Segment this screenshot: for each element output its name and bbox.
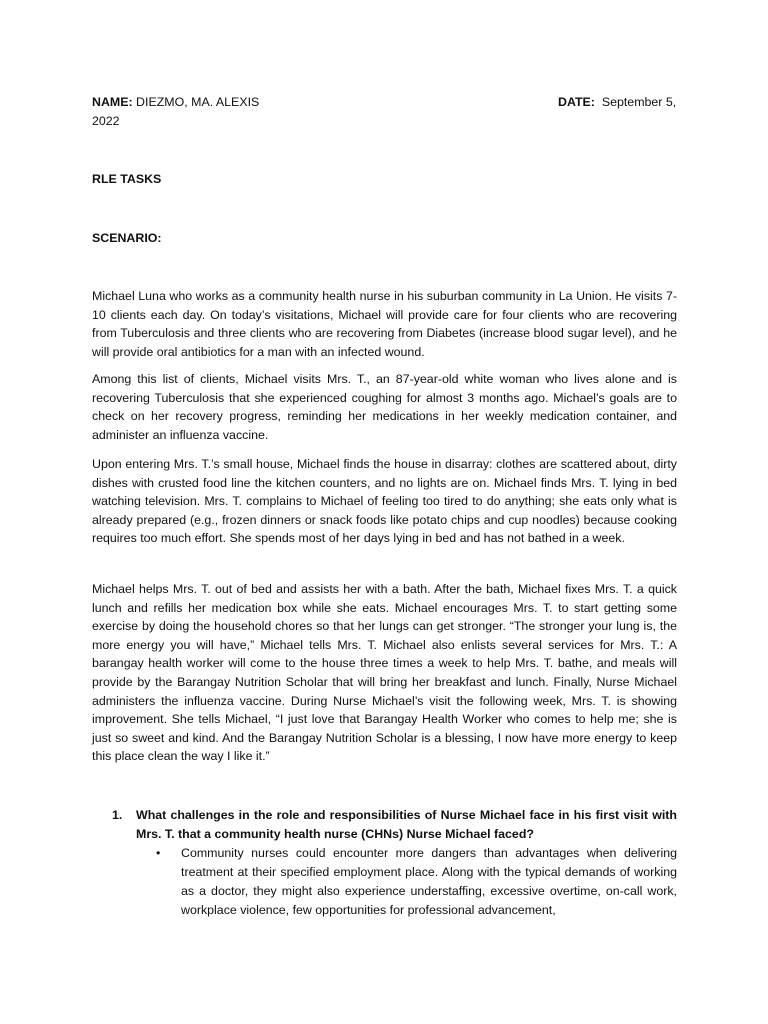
- rle-title: RLE TASKS: [92, 172, 162, 186]
- bullet-icon: •: [156, 846, 161, 860]
- name-label: NAME:: [92, 95, 133, 109]
- scenario-paragraph-3: Upon entering Mrs. T.’s small house, Michael finds the house in disarray: clothes are scattered about, dirty dishes with crusted food line the kitchen counters, and no lights are on. Michael finds Mrs. T. lying in bed watching television. Mrs. T. complains to Michael of feeling too tired to do anything; she eats only what is already prepared (e.g., frozen dinners or snack foods like potato chips and cup noodles) because cooking requires too much effort. She spends most of her days lying in bed and has not bathed in a week.: [92, 457, 677, 546]
- answer-bullet-text: Community nurses could encounter more dangers than advantages when delivering treatment at their specified employment place. Along with the typical demands of working as a doctor, they might also experience understaffing, excessive overtime, on-call work, workplace violence, few opportunities for professional advancement,: [181, 846, 677, 917]
- scenario-label: SCENARIO:: [92, 231, 162, 245]
- scenario-paragraph-1: Michael Luna who works as a community health nurse in his suburban community in La Union. He visits 7-10 clients each day. On today’s visitations, Michael will provide care for four clients who are recovering from Tuberculosis and three clients who are recovering from Diabetes (increase blood sugar level), and he will provide oral antibiotics for a man with an infected wound.: [92, 289, 677, 359]
- question-number: 1.: [112, 808, 123, 822]
- scenario-paragraph-2: Among this list of clients, Michael visits Mrs. T., an 87-year-old white woman who lives alone and is recovering Tuberculosis that she experienced coughing for almost 3 months ago. Michael’s goals are to check on her recovery progress, reminding her medications in her weekly medication container, and administer an influenza vaccine.: [92, 372, 677, 442]
- date-label: DATE:: [558, 95, 595, 109]
- date-value: September 5,: [594, 95, 677, 109]
- scenario-paragraph-4: Michael helps Mrs. T. out of bed and assists her with a bath. After the bath, Michael fixes Mrs. T. a quick lunch and refills her medication box while she eats. Michael encourages Mrs. T. to start getting some exercise by doing the household chores so that her lungs can get stronger. “The stronger your lung is, the more energy you will have,” Michael tells Mrs. T. Michael also enlists several services for Mrs. T.: A barangay health worker will come to the house three times a week to help Mrs. T. bathe, and meals will provide by the Barangay Nutrition Scholar that will bring her breakfast and lunch. Finally, Nurse Michael administers the influenza vaccine. During Nurse Michael’s visit the following week, Mrs. T. is showing improvement. She tells Michael, “I just love that Barangay Health Worker who comes to help me; she is just so sweet and kind. And the Barangay Nutrition Scholar is a blessing, I now have more energy to keep this place clean the way I like it.”: [92, 582, 677, 764]
- name-line: [92, 93, 259, 111]
- date-year: 2022: [92, 114, 120, 128]
- date-line: [558, 93, 676, 111]
- name-value: DIEZMO, MA. ALEXIS: [132, 95, 260, 109]
- question-text: What challenges in the role and responsibilities of Nurse Michael face in his first visit with Mrs. T. that a community health nurse (CHNs) Nurse Michael faced?: [136, 808, 677, 841]
